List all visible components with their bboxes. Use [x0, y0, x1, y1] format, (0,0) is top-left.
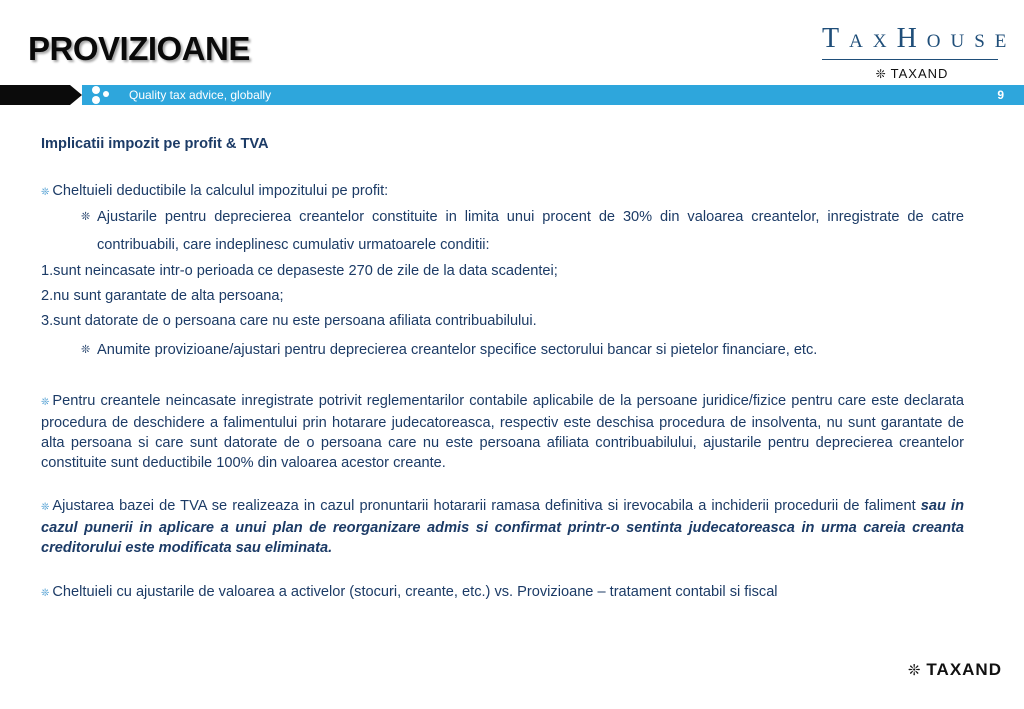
paragraph-text: Cheltuieli deductibile la calculul impozitului pe profit:	[52, 183, 389, 199]
condition-item: 3.sunt datorate de o persoana care nu este persoana afiliata contribuabilului.	[41, 313, 537, 329]
taxand-sub-text: TAXAND	[890, 66, 949, 81]
taxand-sub-logo	[822, 66, 1002, 81]
sub-bullet-icon: ❊	[81, 344, 91, 356]
sub-bullet-text: Ajustarile pentru deprecierea creantelor constituite in limita unui procent de 30% din valoarea creantelor, inregistrate de catre contribuabili, care indeplinesc cumulativ urmatoarele conditii:	[97, 209, 964, 253]
conditions-list	[41, 259, 964, 334]
bullet-icon: ❊	[41, 588, 50, 599]
band-black-segment	[0, 85, 70, 105]
sub-bullet-text: Anumite provizioane/ajustari pentru deprecierea creantelor specifice sectorului bancar si pietelor financiare, etc.	[97, 342, 818, 358]
band-arrow-shape	[70, 85, 82, 105]
paragraph-emphasis: sau in cazul punerii in aplicare a unui plan de reorganizare admis si confirmat printr-o sentinta judecatoreasca in urma careia creanta creditorului este modificata sau eliminata.	[41, 498, 965, 556]
condition-item: 1.sunt neincasate intr-o perioada ce depaseste 270 de zile de la data scadentei;	[41, 263, 558, 279]
header-band	[0, 85, 1024, 105]
taxhouse-logo	[822, 23, 1017, 81]
bullet-icon: ❊	[41, 187, 50, 198]
dots-icon	[90, 85, 114, 105]
sub-bullet-list	[41, 336, 964, 364]
logo-divider	[822, 59, 998, 60]
taxhouse-logo-wordmark: TAXHOUSE	[822, 23, 1017, 54]
section-subheading: Implicatii impozit pe profit & TVA	[41, 136, 269, 152]
sub-bullet-item	[81, 203, 964, 259]
condition-item: 2.nu sunt garantate de alta persoana;	[41, 288, 284, 304]
paragraph-adjustments	[41, 582, 964, 604]
slide-body	[41, 130, 964, 604]
paragraph-text: Cheltuieli cu ajustarile de valoarea a activelor (stocuri, creante, etc.) vs. Provizioane – tratament contabil si fiscal	[52, 584, 778, 600]
paragraph-insolvency	[41, 391, 964, 473]
taxand-mark-icon: ❊	[907, 662, 922, 679]
taxand-footer-text: TAXAND	[926, 660, 1002, 679]
slide-title: PROVIZIOANE	[28, 30, 250, 67]
bullet-icon: ❊	[41, 397, 50, 408]
page-number: 9	[997, 88, 1004, 102]
sub-bullet-item	[81, 336, 964, 364]
sub-bullet-list	[41, 203, 964, 259]
paragraph-text: Pentru creantele neincasate inregistrate potrivit reglementarilor contabile aplicabile de la persoane juridice/fizice pentru care este declarata procedura de deschidere a falimentului prin hotarare judecatoreasca, respectiv este deschisa procedura de insolventa, nu sunt garantate de alta persoana si care sunt datorate de o persoana care nu este persoana afiliata contribuabilului, ajustarile pentru deprecierea creantelor constituite sunt deductibile 100% din valoarea acestor creante.	[41, 393, 964, 471]
tagline: Quality tax advice, globally	[129, 88, 272, 102]
bullet-icon: ❊	[41, 502, 50, 513]
sub-bullet-icon: ❊	[81, 211, 91, 223]
taxand-footer-logo	[908, 660, 1002, 680]
taxand-mark-icon: ❊	[875, 66, 887, 81]
paragraph-vat	[41, 496, 964, 558]
paragraph-deductible-expenses	[41, 181, 964, 203]
paragraph-text: Ajustarea bazei de TVA se realizeaza in cazul pronuntarii hotararii ramasa definitiva si irevocabila a inchiderii procedurii de faliment	[52, 498, 916, 514]
